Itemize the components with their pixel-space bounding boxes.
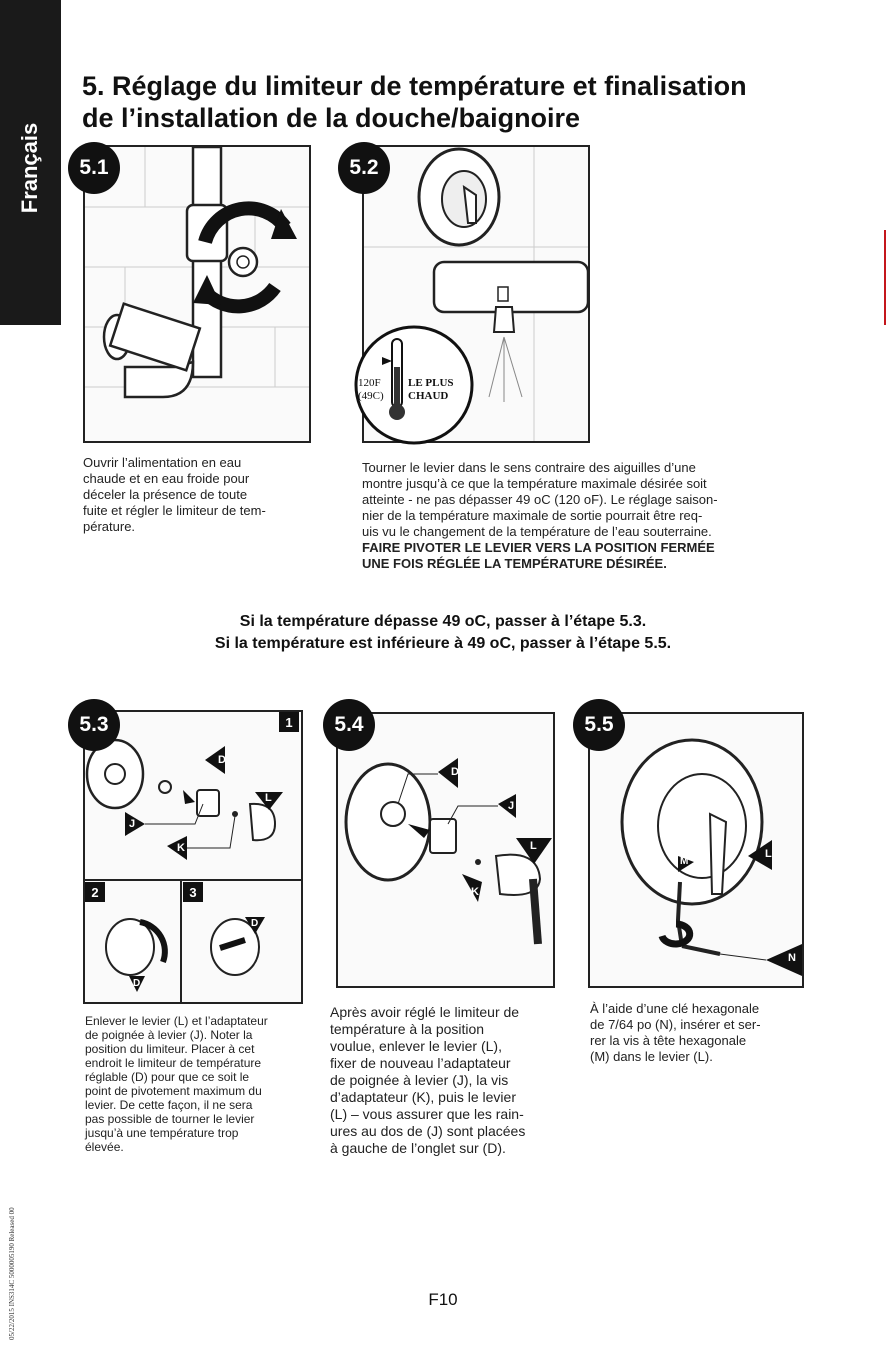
step-5-5-caption (590, 1001, 825, 1065)
caption-line: déceler la présence de toute (83, 487, 248, 502)
caption-line: de poignée à levier (J), la vis (330, 1072, 509, 1088)
limiter-removal-drawing (85, 712, 301, 1002)
thermo-left-line: 120F (358, 377, 381, 389)
caption-line: pas possible de tourner le levier (85, 1112, 255, 1126)
substep-2-number: 2 (85, 882, 105, 902)
temperature-note (0, 611, 886, 655)
caption-line: Enlever le levier (L) et l’adaptateur (85, 1014, 268, 1028)
caption-line: Tourner le levier dans le sens contraire des aiguilles d’une (362, 460, 696, 475)
step-5-3-caption (85, 1014, 315, 1154)
thermo-right-line: LE PLUS (408, 377, 454, 389)
caption-line: rer la vis à tête hexagonale (590, 1033, 747, 1048)
step-5-1-badge: 5.1 (68, 142, 120, 194)
thermometer-hottest-label (408, 377, 454, 403)
caption-line: Ouvrir l’alimentation en eau (83, 455, 242, 470)
step-5-2-illustration (358, 145, 590, 443)
label-l: L (765, 848, 772, 860)
step-5-2-badge: 5.2 (338, 142, 390, 194)
substep-1-number: 1 (279, 712, 299, 732)
step-5-4-illustration (336, 712, 555, 988)
thermo-left-line: (49C) (358, 390, 384, 402)
label-d-substep-2: D (133, 978, 141, 989)
thermo-right-line: CHAUD (408, 390, 449, 402)
caption-line: fuite et régler le limiteur de tem- (83, 503, 266, 518)
caption-line: montre jusqu’à ce que la température maximale désirée soit (362, 476, 707, 491)
label-d: D (451, 766, 459, 778)
step-5-3-illustration (83, 710, 303, 1004)
caption-line: Après avoir réglé le limiteur de (330, 1004, 520, 1020)
caption-line: ures au dos de (J) sont placées (330, 1123, 526, 1139)
language-tab-label: Français (17, 122, 42, 214)
caption-bold-line: FAIRE PIVOTER LE LEVIER VERS LA POSITION FERMÉE (362, 540, 715, 555)
title-line-1: 5. Réglage du limiteur de température et finalisation (82, 71, 747, 101)
label-d-substep-3: D (251, 918, 259, 929)
caption-line: chaude et en eau froide pour (83, 471, 250, 486)
caption-line: voulue, enlever le levier (L), (330, 1038, 502, 1054)
caption-line: réglable (D) pour que ce soit le (85, 1070, 250, 1084)
step-5-5-badge: 5.5 (573, 699, 625, 751)
label-l: L (530, 840, 537, 852)
substep-3-number: 3 (183, 882, 203, 902)
label-n: N (788, 952, 796, 964)
step-5-1-caption (83, 455, 323, 535)
thermometer-temp-label (358, 377, 384, 403)
step-5-4-caption (330, 1004, 575, 1157)
caption-line: de 7/64 po (N), insérer et ser- (590, 1017, 761, 1032)
caption-line: température à la position (330, 1021, 485, 1037)
caption-line: À l’aide d’une clé hexagonale (590, 1001, 760, 1016)
caption-line: uis vu le changement de la température de l’eau souterraine. (362, 524, 712, 539)
caption-line: d’adaptateur (K), puis le levier (330, 1089, 516, 1105)
step-5-1-illustration (83, 145, 311, 443)
lever-reassembly-drawing (338, 714, 553, 986)
label-l: L (265, 792, 272, 804)
document-code: 05/22/2015 INS314C 5000005190 Released 00 (8, 1207, 16, 1340)
step-5-3-badge: 5.3 (68, 699, 120, 751)
label-k: K (471, 886, 479, 898)
spout-thermometer-drawing (364, 147, 588, 441)
caption-line: fixer de nouveau l’adaptateur (330, 1055, 511, 1071)
caption-line: position du limiteur. Placer à cet (85, 1042, 255, 1056)
label-d: D (218, 754, 226, 766)
caption-line: (L) – vous assurer que les rain- (330, 1106, 524, 1122)
caption-line: jusqu’à une température trop (85, 1126, 239, 1140)
step-5-4-badge: 5.4 (323, 699, 375, 751)
caption-line: point de pivotement maximum du (85, 1084, 262, 1098)
caption-line: atteinte - ne pas dépasser 49 oC (120 oF). Le réglage saison- (362, 492, 718, 507)
page-number: F10 (428, 1290, 458, 1309)
step-5-5-illustration (588, 712, 804, 988)
page-title (82, 70, 842, 134)
title-line-2: de l’installation de la douche/baignoire (82, 103, 581, 133)
caption-line: nier de la température maximale de sortie pourrait être req- (362, 508, 703, 523)
label-j: J (508, 800, 515, 812)
caption-line: (M) dans le levier (L). (590, 1049, 713, 1064)
label-m: M (680, 856, 689, 867)
pipe-valve-drawing (85, 147, 309, 441)
caption-bold-line: UNE FOIS RÉGLÉE LA TEMPÉRATURE DÉSIRÉE. (362, 556, 667, 571)
caption-line: levier. De cette façon, il ne sera (85, 1098, 253, 1112)
caption-line: endroit le limiteur de température (85, 1056, 262, 1070)
step-5-2-caption (362, 460, 822, 572)
language-tab (0, 0, 61, 325)
caption-line: de poignée à levier (J). Noter la (85, 1028, 253, 1042)
note-line-2: Si la température est inférieure à 49 oC, passer à l’étape 5.5. (214, 635, 672, 652)
label-j: J (129, 818, 136, 830)
caption-line: pérature. (83, 519, 136, 534)
label-k: K (177, 842, 185, 854)
note-line-1: Si la température dépasse 49 oC, passer à l’étape 5.3. (239, 613, 647, 630)
caption-line: élevée. (85, 1140, 124, 1154)
caption-line: à gauche de l’onglet sur (D). (330, 1140, 506, 1156)
